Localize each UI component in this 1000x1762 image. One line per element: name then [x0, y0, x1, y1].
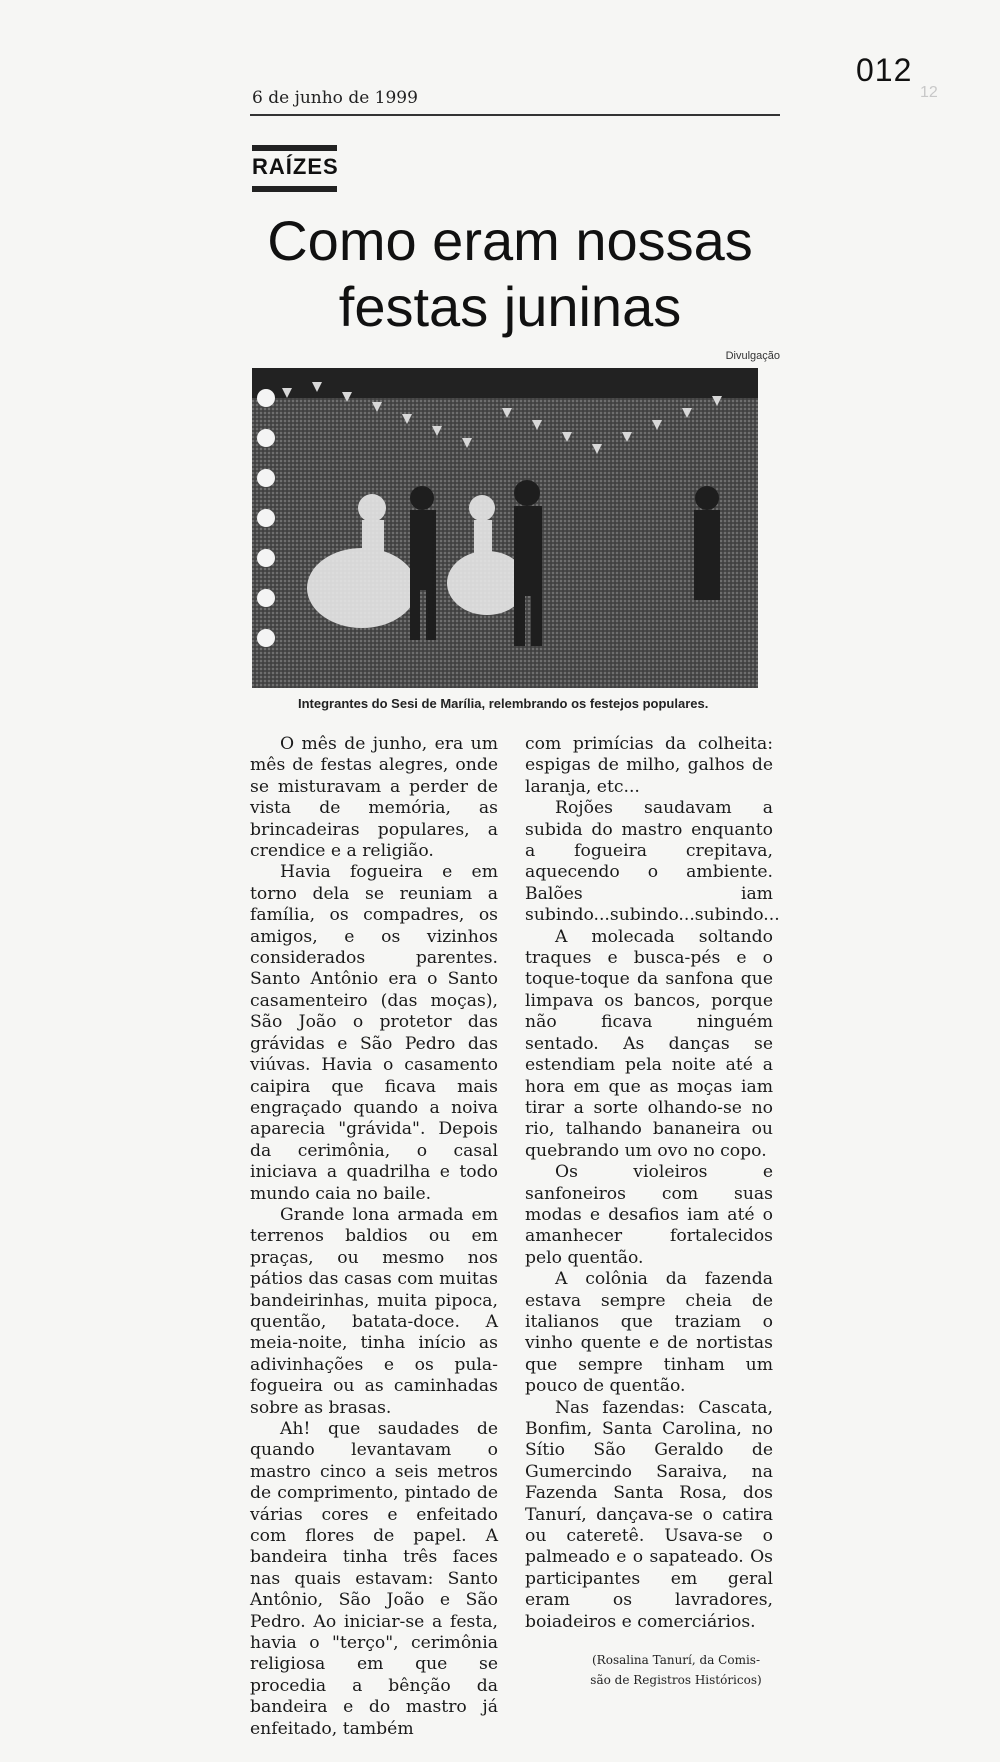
faint-page-mark: 12 [920, 84, 938, 101]
paragraph: com primícias da colheita: espigas de milho, galhos de laranja, etc... [525, 734, 773, 797]
festival-photo-graphic [252, 368, 758, 688]
newspaper-clipping [250, 80, 790, 1739]
publication-date: 6 de junho de 1999 [252, 88, 418, 108]
photo-caption: Integrantes do Sesi de Marília, relembrando os festejos populares. [298, 696, 709, 711]
paragraph: Ah! que saudades de quando levantavam o mastro cinco a seis metros de comprimento, pintado de várias cores e enfeitado com flores de papel. A bandeira tinha três faces nas quais estavam: Santo Antônio, São João e São Pedro. Ao iniciar-se a festa, havia o "terço", cerimônia religiosa em que se procedia a bênção da bandeira e do mastro já enfeitado, também [250, 1419, 498, 1739]
article-column-right [525, 734, 780, 1633]
paragraph: A colônia da fazenda estava sempre cheia de italianos que traziam o vinho quente e de nortistas que sempre tinham um pouco de quentão. [525, 1269, 773, 1397]
paragraph: A molecada soltando traques e busca-pés e o toque-toque da sanfona que limpava os bancos, porque não ficava ninguém sentado. As danças se estendiam pela noite até a hora em que as moças iam tirar a sorte olhando-se no rio, talhando bananeira ou quebrando um ovo no copo. [525, 926, 773, 1161]
author-signature [566, 1650, 786, 1690]
section-bar-bottom [252, 186, 337, 192]
paragraph: Havia fogueira e em torno dela se reuniam a família, os compadres, os amigos, e os vizinhos considerados parentes. Santo Antônio era o Santo casamenteiro (das moças), São João o protetor das grávidas e São Pedro das viúvas. Havia o casamento caipira que ficava mais engraçado quando a noiva aparecia "grávida". Depois da cerimônia, o casal iniciava a quadrilha e todo mundo caia no baile. [250, 862, 498, 1204]
festival-photo [252, 368, 758, 688]
headline-line-1: Como eram nossas [267, 209, 753, 272]
paragraph: Grande lona armada em terrenos baldios ou em praças, ou mesmo nos pátios das casas com muitas bandeirinhas, muita pipoca, quentão, batata-doce. A meia-noite, tinha início as adivinhações e os pula-fogueira ou as caminhadas sobre as brasas. [250, 1204, 498, 1418]
page-number: 012 [856, 52, 913, 88]
paragraph: Nas fazendas: Cascata, Bonfim, Santa Carolina, no Sítio São Geraldo de Gumercindo Saraiva, na Fazenda Santa Rosa, dos Tanurí, dançava-se o catira ou cateretê. Usava-se o palmeado e o sapateado. Os participantes em geral eram os lavradores, boiadeiros e comerciários. [525, 1397, 773, 1632]
paragraph: Rojões saudavam a subida do mastro enquanto a fogueira crepitava, aquecendo o ambiente. Balões iam subindo...subindo...subindo... [525, 798, 780, 926]
section-bar-top [252, 145, 337, 151]
signature-line-1: (Rosalina Tanurí, da Comis- [592, 1653, 760, 1667]
paragraph: O mês de junho, era um mês de festas alegres, onde se misturavam a perder de vista de memória, as brincadeiras populares, a crendice e a religião. [250, 734, 498, 862]
headline-line-2: festas juninas [338, 275, 682, 338]
article-column-left [250, 734, 498, 1740]
section-label: RAÍZES [252, 154, 339, 179]
photo-credit: Divulgação [725, 350, 780, 362]
signature-line-2: são de Registros Históricos) [590, 1673, 762, 1687]
headline [250, 208, 770, 340]
paragraph: Os violeiros e sanfoneiros com suas modas e desafios iam até o amanhecer fortalecidos pelo quentão. [525, 1162, 773, 1268]
date-rule [250, 114, 780, 116]
